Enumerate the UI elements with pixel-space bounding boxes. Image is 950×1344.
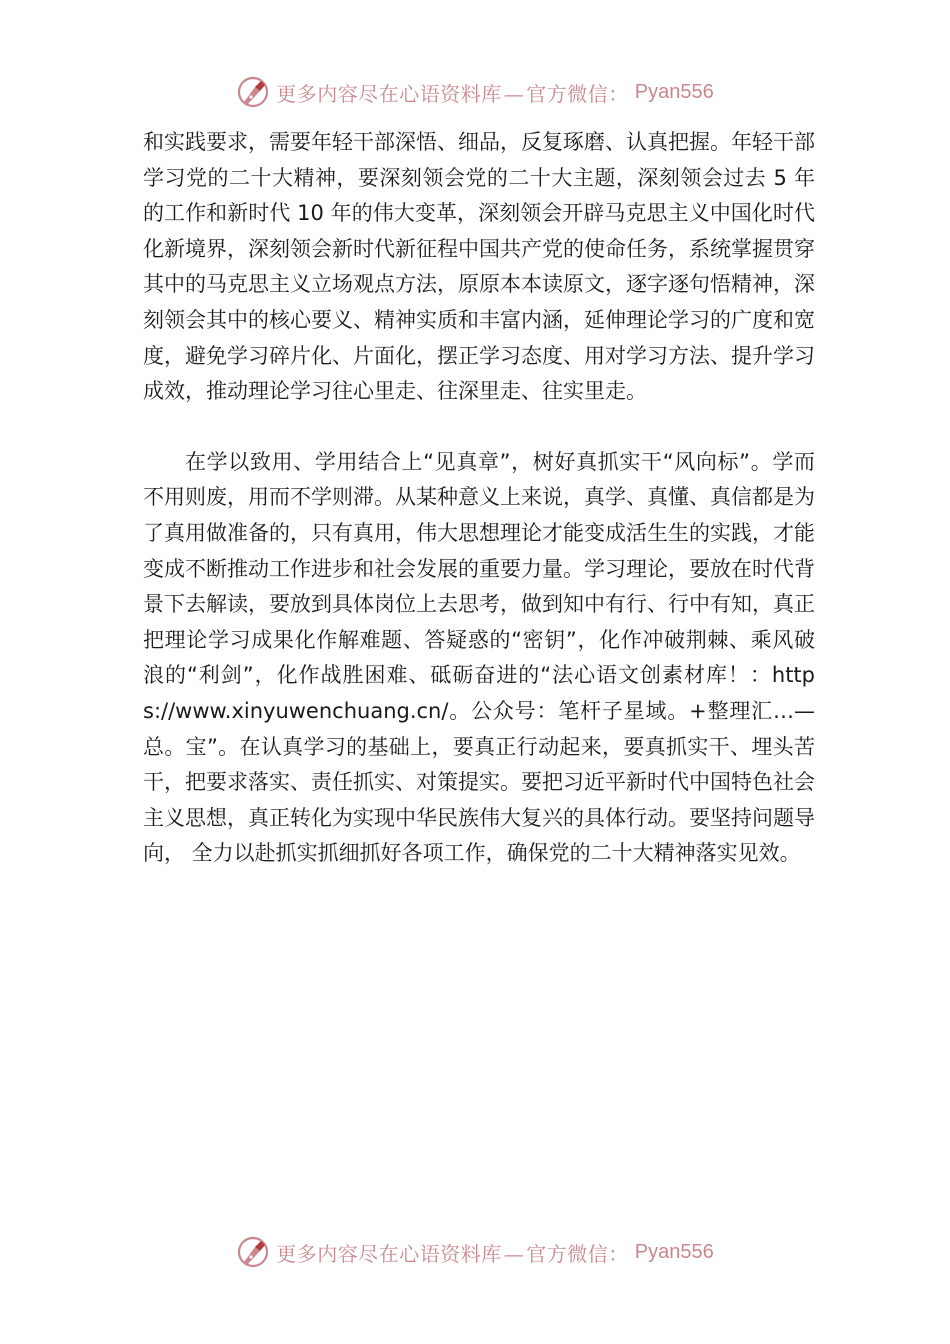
watermark-wechat-id: Pyan556 <box>634 1240 714 1263</box>
header-watermark <box>0 72 950 112</box>
watermark-brand-text: 更多内容尽在心语资料库 — 官方微信： <box>276 1241 629 1266</box>
footer-watermark <box>0 1232 950 1272</box>
document-body <box>143 125 815 872</box>
pen-nib-seal-icon <box>236 75 270 109</box>
paragraph-indented: 在学以致用、学用结合上“见真章”，树好真抓实干“风向标”。学而不用则废，用而不学则滞。从某种意义上来说，真学、真懂、真信都是为了真用做准备的，只有真用，伟大思想理论才能变成活生生的实践，才能变成不断推动工作进步和社会发展的重要力量。学习理论，要放在时代背景下去解读，要放到具体岗位上去思考，做到知中有行、行中有知，真正把理论学习成果化作解难题、答疑惑的“密钥”，化作冲破荆棘、乘风破浪的“利剑”，化作战胜困难、砥砺奋进的“法心语文创素材库！：https://www.xinyuwenchuang.cn/。公众号：笔杆子星域。+整理汇…—总。宝”。在认真学习的基础上，要真正行动起来，要真抓实干、埋头苦干，把要求落实、责任抓实、对策提实。要把习近平新时代中国特色社会主义思想，真正转化为实现中华民族伟大复兴的具体行动。要坚持问题导向， 全力以赴抓实抓细抓好各项工作，确保党的二十大精神落实见效。 <box>143 449 815 866</box>
pen-nib-seal-icon <box>236 1235 270 1269</box>
paragraph-gap <box>143 410 815 445</box>
watermark-brand-text: 更多内容尽在心语资料库 — 官方微信： <box>276 81 629 106</box>
paragraph-continued: 和实践要求，需要年轻干部深悟、细品，反复琢磨、认真把握。年轻干部学习党的二十大精神，要深刻领会党的二十大主题，深刻领会过去 5 年的工作和新时代 10 年的伟大变革，深刻领会开辟马克思主义中国化时代化新境界，深刻领会新时代新征程中国共产党的使命任务，系统掌握贯穿其中的马克思主义立场观点方法，原原本本读原文，逐字逐句悟精神，深刻领会其中的核心要义、精神实质和丰富内涵，延伸理论学习的广度和宽度，避免学习碎片化、片面化，摆正学习态度、用对学习方法、提升学习成效，推动理论学习往心里走、往深里走、往实里走。 <box>143 130 815 404</box>
watermark-wechat-id: Pyan556 <box>634 80 714 103</box>
